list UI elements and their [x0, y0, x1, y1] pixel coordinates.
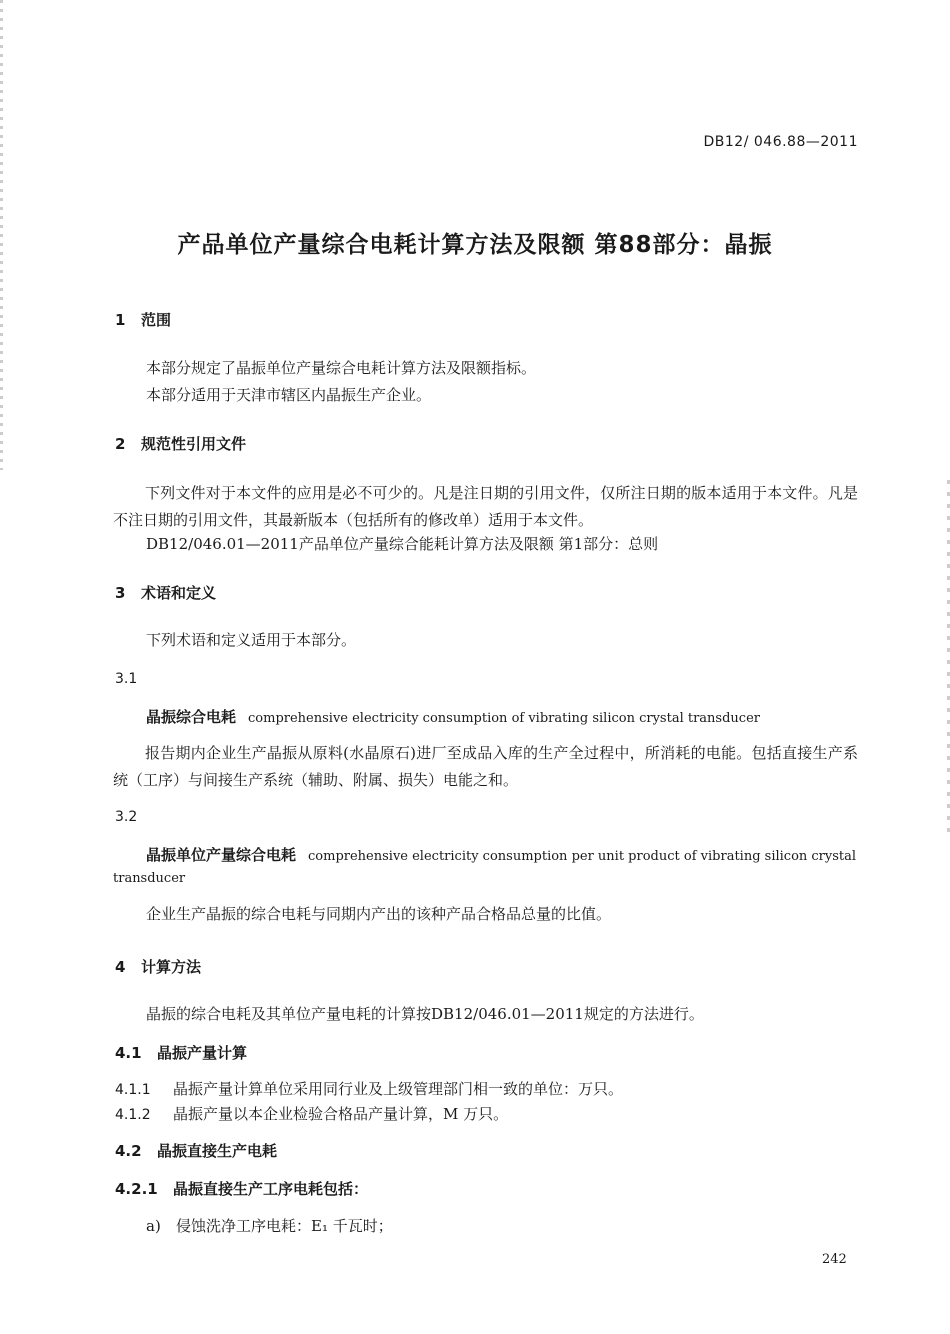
- term-en: comprehensive electricity consumption per unit product of vibrating silicon crystal: [308, 849, 857, 864]
- clause-4-2-1: [115, 1178, 368, 1199]
- term-3-2: [146, 844, 856, 865]
- term-en: comprehensive electricity consumption of vibrating silicon crystal transducer: [248, 711, 760, 726]
- term-number: 3.2: [115, 809, 138, 825]
- clause-4-1-1: [115, 1078, 623, 1099]
- list-label: a): [146, 1217, 161, 1235]
- term-zh: 晶振综合电耗: [146, 708, 237, 726]
- term-number: 3.1: [115, 671, 138, 687]
- subsection-number: 4.1: [115, 1044, 142, 1062]
- subsection-4-2-heading: [115, 1140, 277, 1161]
- term-en-cont: transducer: [113, 871, 186, 886]
- reference-item: DB12/046.01—2011产品单位产量综合能耗计算方法及限额 第1部分：总则: [146, 535, 659, 553]
- section-title: 规范性引用文件: [141, 435, 247, 453]
- page-number: 242: [822, 1252, 847, 1267]
- standard-number: DB12/ 046.88—2011: [703, 134, 858, 150]
- subsection-title: 晶振直接生产电耗: [157, 1142, 278, 1160]
- clause-text: 晶振直接生产工序电耗包括：: [173, 1180, 369, 1198]
- subsection-number: 4.2: [115, 1142, 142, 1160]
- section-number: 1: [115, 311, 126, 329]
- section-number: 3: [115, 584, 126, 602]
- clause-number: 4.1.1: [115, 1082, 151, 1098]
- section-number: 2: [115, 435, 126, 453]
- paragraph: 下列术语和定义适用于本部分。: [146, 631, 357, 649]
- section-3-heading: [115, 582, 216, 603]
- paragraph: 本部分适用于天津市辖区内晶振生产企业。: [146, 386, 432, 404]
- paragraph: 本部分规定了晶振单位产量综合电耗计算方法及限额指标。: [146, 359, 537, 377]
- section-title: 范围: [141, 311, 172, 329]
- section-4-heading: [115, 956, 201, 977]
- definition: 企业生产晶振的综合电耗与同期内产出的该种产品合格品总量的比值。: [146, 905, 612, 923]
- term-zh: 晶振单位产量综合电耗: [146, 846, 297, 864]
- document-title: 产品单位产量综合电耗计算方法及限额 第88部分：晶振: [177, 232, 773, 258]
- section-1-heading: [115, 309, 171, 330]
- section-2-heading: [115, 433, 246, 454]
- clause-number: 4.2.1: [115, 1180, 158, 1198]
- subsection-title: 晶振产量计算: [157, 1044, 248, 1062]
- section-title: 术语和定义: [141, 584, 217, 602]
- list-text: 侵蚀洗净工序电耗：E₁ 千瓦时；: [176, 1217, 393, 1235]
- subsection-4-1-heading: [115, 1042, 247, 1063]
- section-title: 计算方法: [141, 958, 202, 976]
- clause-4-1-2: [115, 1103, 508, 1124]
- section-number: 4: [115, 958, 126, 976]
- paragraph: 晶振的综合电耗及其单位产量电耗的计算按DB12/046.01—2011规定的方法进行。: [146, 1005, 704, 1023]
- list-item-a: [146, 1215, 393, 1236]
- clause-number: 4.1.2: [115, 1107, 151, 1123]
- term-3-2-cont: [113, 868, 185, 886]
- clause-text: 晶振产量以本企业检验合格品产量计算，M 万只。: [173, 1105, 509, 1123]
- term-3-1: [146, 706, 760, 727]
- definition: 报告期内企业生产晶振从原料(水晶原石)进厂至成品入库的生产全过程中，所消耗的电能。包括直接生产系统（工序）与间接生产系统（辅助、附属、损失）电能之和。: [113, 744, 858, 789]
- clause-text: 晶振产量计算单位采用同行业及上级管理部门相一致的单位：万只。: [173, 1080, 624, 1098]
- paragraph: 下列文件对于本文件的应用是必不可少的。凡是注日期的引用文件，仅所注日期的版本适用于本文件。凡是不注日期的引用文件，其最新版本（包括所有的修改单）适用于本文件。: [113, 484, 858, 529]
